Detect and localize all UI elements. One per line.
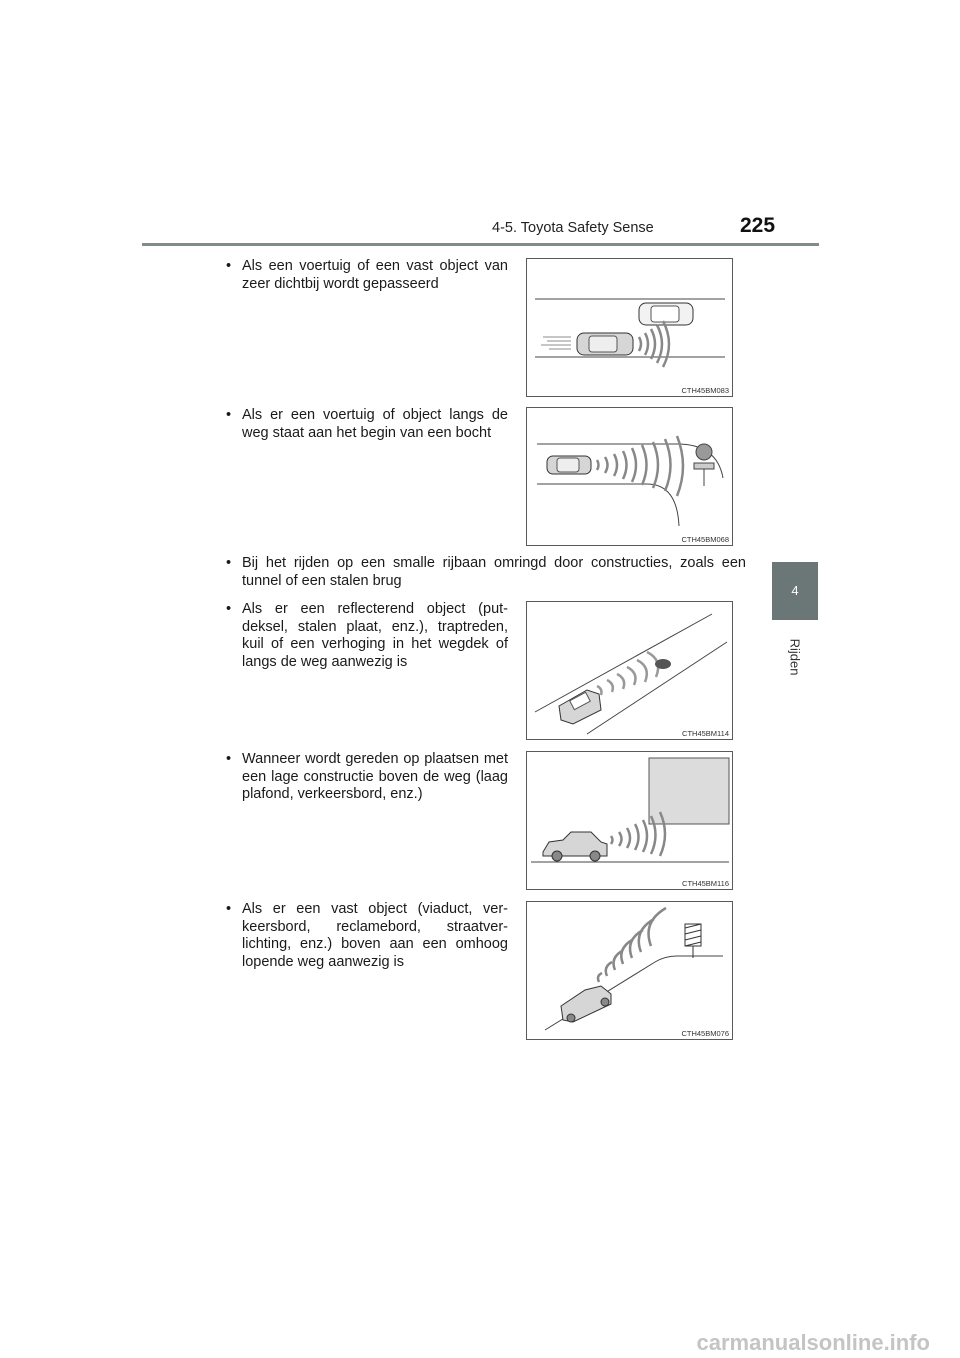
figure-code: CTH45BM116: [682, 879, 729, 888]
figure-code: CTH45BM083: [681, 386, 729, 395]
chapter-number: 4: [791, 583, 799, 598]
item-text: Als er een voertuig of object langs de weg staat aan het begin van een bocht: [242, 407, 508, 441]
illustration-passing: [527, 259, 732, 396]
figure-curve-object: [526, 407, 733, 546]
list-item: [226, 407, 508, 463]
moving-car-icon: [577, 333, 633, 355]
roadside-sign-icon: [694, 444, 714, 486]
figure-passing-object: [526, 258, 733, 397]
illustration-low-structure: [527, 752, 732, 889]
item-text: Als een voertuig of een vast object van zeer dichtbij wordt gepasseerd: [242, 258, 508, 292]
illustration-reflective: [527, 602, 732, 739]
item-text: Bij het rijden op een smalle rijbaan omringd door constructies, zoals een tunnel of een stalen brug: [242, 555, 746, 589]
car-icon: [561, 986, 611, 1022]
list-item: [226, 901, 508, 975]
page-number: 225: [740, 214, 776, 237]
list-item: [226, 751, 508, 825]
bullet: •: [226, 407, 232, 423]
figure-low-structure: [526, 751, 733, 890]
figure-code: CTH45BM068: [681, 535, 729, 544]
item-text: Als er een reflecterend object (put-deksel, stalen plaat, enz.), traptreden, kuil of een verhoging in het wegdek of langs de weg aanwezig is: [242, 601, 508, 670]
watermark: carmanualsonline.info: [696, 1330, 930, 1355]
overhead-sign-icon: [685, 924, 701, 958]
figure-code: CTH45BM076: [681, 1029, 729, 1038]
parked-car-icon: [639, 303, 693, 325]
figure-code: CTH45BM114: [682, 729, 729, 738]
bullet: •: [226, 258, 232, 274]
item-text: Als er een vast object (viaduct, ver-keersbord, reclamebord, straatver-lichting, enz.) boven aan een omhoog lopende weg aanwezig is: [242, 901, 508, 970]
item-text: Wanneer wordt gereden op plaatsen met een lage constructie boven de weg (laag plafond, verkeersbord, enz.): [242, 751, 508, 803]
bullet: •: [226, 901, 232, 917]
chapter-tab[interactable]: [772, 562, 818, 620]
list-item: [226, 555, 746, 595]
car-icon: [543, 832, 607, 861]
illustration-curve: [527, 408, 732, 545]
chapter-label: Rijden: [787, 638, 803, 676]
figure-reflective-object: [526, 601, 733, 740]
figure-uphill-object: [526, 901, 733, 1040]
list-item: [226, 601, 508, 675]
header-divider: [142, 243, 819, 246]
list-item: [226, 258, 508, 298]
bullet: •: [226, 555, 232, 571]
car-icon: [547, 456, 591, 474]
section-title: 4-5. Toyota Safety Sense: [492, 220, 654, 236]
illustration-uphill: [527, 902, 732, 1039]
manhole-cover-icon: [655, 659, 671, 669]
bullet: •: [226, 751, 232, 767]
bullet: •: [226, 601, 232, 617]
